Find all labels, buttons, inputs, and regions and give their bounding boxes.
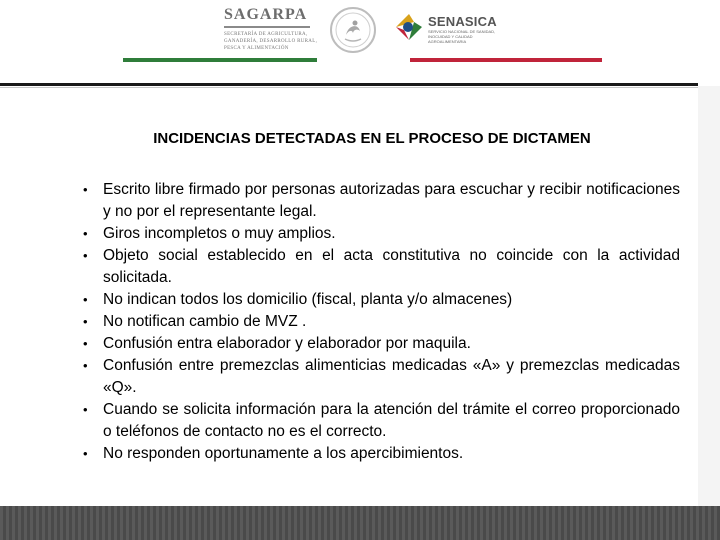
list-item: • Confusión entra elaborador y elaborador por maquila. bbox=[76, 333, 680, 355]
header bbox=[0, 0, 720, 70]
red-stripe bbox=[410, 58, 602, 62]
header-rule-shadow bbox=[0, 87, 698, 88]
list-item: • No indican todos los domicilio (fiscal, planta y/o almacenes) bbox=[76, 289, 680, 311]
list-item: • No notifican cambio de MVZ . bbox=[76, 311, 680, 333]
list-item: • Confusión entre premezclas alimenticias medicadas «A» y premezclas medicadas «Q». bbox=[76, 355, 680, 399]
senasica-name: SENASICA bbox=[428, 14, 497, 29]
page-title: INCIDENCIAS DETECTADAS EN EL PROCESO DE DICTAMEN bbox=[153, 130, 591, 147]
incidents-list bbox=[76, 179, 680, 465]
list-item: • Escrito libre firmado por personas autorizadas para escuchar y recibir notificaciones y no por el representante legal. bbox=[76, 179, 680, 223]
sagarpa-subtitle: SECRETARÍA DE AGRICULTURA, GANADERÍA, DESARROLLO RURAL, PESCA Y ALIMENTACIÓN bbox=[224, 32, 318, 51]
list-item: • Objeto social establecido en el acta constitutiva no coincide con la actividad solicitada. bbox=[76, 245, 680, 289]
coat-of-arms-icon bbox=[328, 5, 378, 55]
senasica-emblem-icon bbox=[392, 10, 426, 44]
senasica-subtitle: SERVICIO NACIONAL DE SANIDAD, INOCUIDAD Y CALIDAD AGROALIMENTARIA bbox=[428, 29, 496, 44]
green-stripe bbox=[123, 58, 317, 62]
sagarpa-divider bbox=[224, 26, 310, 28]
senasica-logo bbox=[392, 10, 512, 50]
sagarpa-logo bbox=[224, 6, 324, 52]
list-item: • Cuando se solicita información para la atención del trámite el correo proporcionado o teléfonos de contacto no es el correcto. bbox=[76, 399, 680, 443]
list-item: • Giros incompletos o muy amplios. bbox=[76, 223, 680, 245]
list-item: • No responden oportunamente a los apercibimientos. bbox=[76, 443, 680, 465]
header-rule bbox=[0, 83, 698, 86]
sagarpa-name: SAGARPA bbox=[224, 6, 308, 23]
footer-pattern bbox=[0, 506, 720, 540]
slide-edge bbox=[698, 86, 720, 506]
